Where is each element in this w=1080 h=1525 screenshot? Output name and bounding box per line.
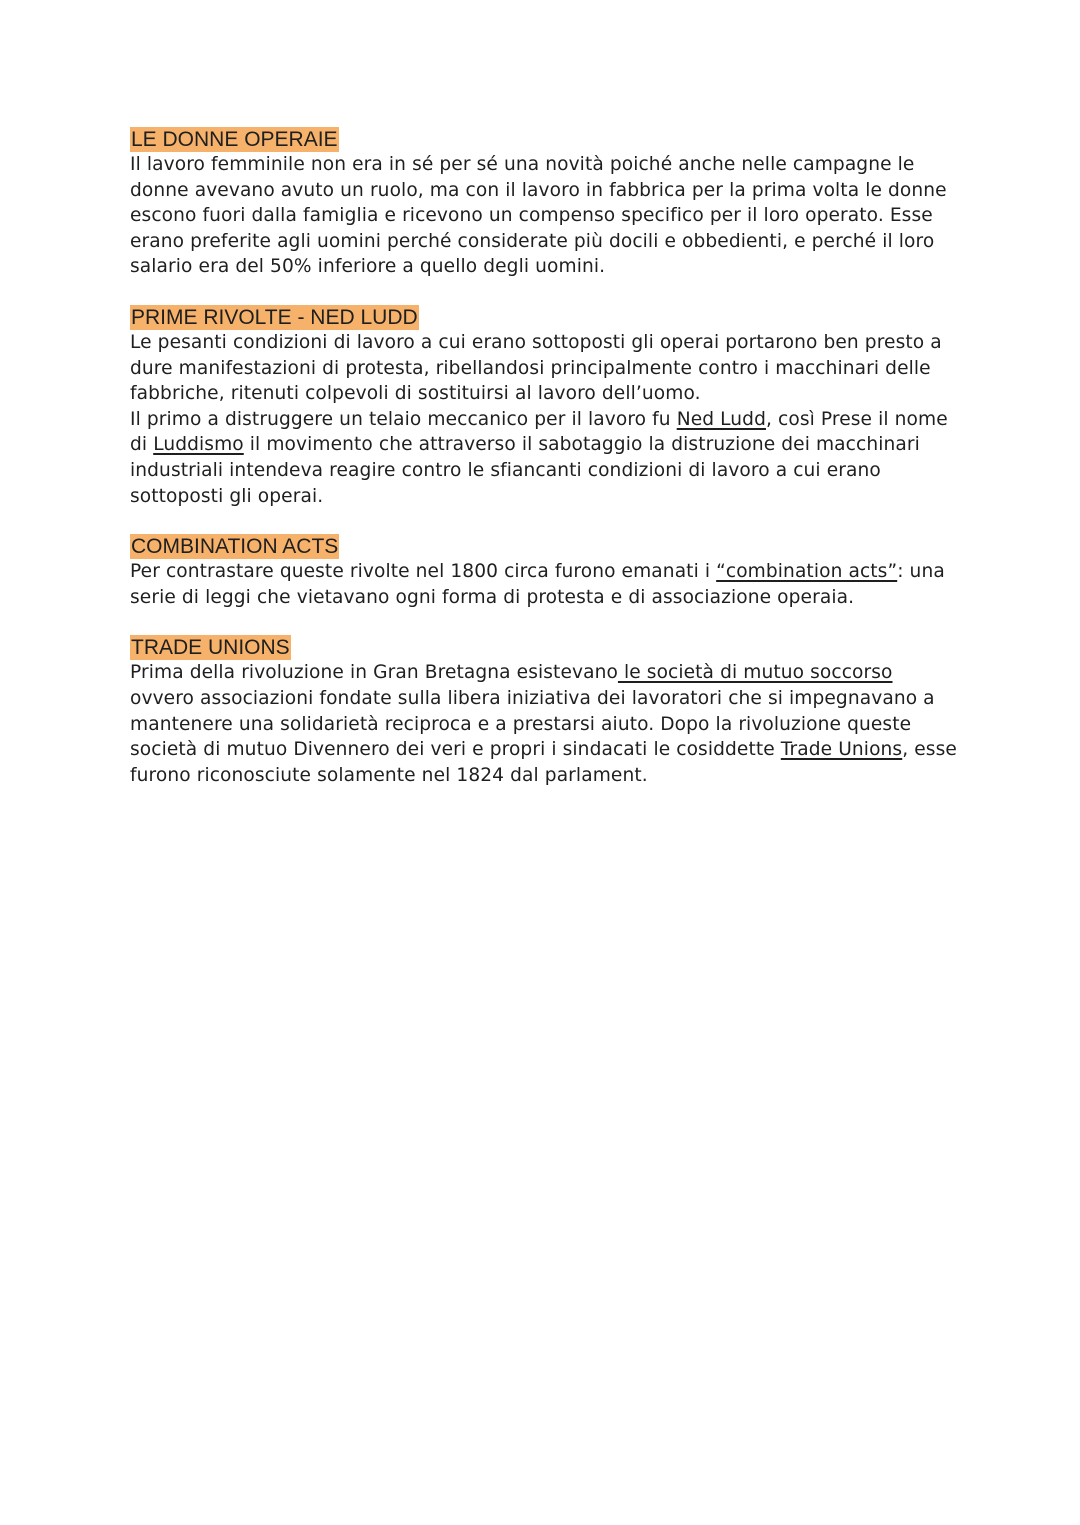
- section-combination-acts: [130, 534, 960, 610]
- text-run: il movimento che attraverso il sabotaggio la distruzione dei macchinari industriali intendeva reagire contro le sfiancanti condizioni di lavoro a cui erano sottoposti gli operai.: [130, 434, 920, 507]
- section-prime-rivolte: [130, 305, 960, 509]
- underlined-term: Luddismo: [153, 434, 244, 456]
- section-heading: TRADE UNIONS: [131, 636, 290, 660]
- text-run: Il primo a distruggere un telaio meccanico per il lavoro fu: [130, 408, 677, 430]
- paragraph: [130, 660, 960, 788]
- section-heading: COMBINATION ACTS: [131, 535, 339, 559]
- paragraph: Le pesanti condizioni di lavoro a cui erano sottoposti gli operai portarono ben presto a dure manifestazioni di protesta, ribellandosi principalmente contro i macchinari delle fabbriche, ritenuti colpevoli di sostituirsi al lavoro dell’uomo.: [130, 331, 942, 405]
- text-run: , così Prese il nome di: [130, 408, 948, 456]
- section-heading: LE DONNE OPERAIE: [131, 128, 338, 151]
- paragraph: [130, 559, 960, 610]
- underlined-term: “combination acts”: [716, 561, 898, 583]
- section-trade-unions: [130, 635, 960, 788]
- underlined-term: le società di mutuo soccorso: [617, 662, 893, 684]
- text-run: ovvero associazioni fondate sulla libera iniziativa dei lavoratori che si impegnavano a mantenere una solidarietà reciproca e a prestarsi aiuto. Dopo la rivoluzione queste società di mutuo Divennero dei veri e propri i sindacati le cosiddette: [130, 687, 935, 761]
- underlined-term: Ned Ludd: [676, 408, 766, 430]
- text-run: Prima della rivoluzione in Gran Bretagna esistevano: [130, 662, 618, 684]
- document-page: [130, 127, 960, 813]
- text-run: Per contrastare queste rivolte nel 1800 circa furono emanati i: [130, 561, 717, 583]
- section-donne-operaie: [130, 127, 960, 280]
- paragraph: Il lavoro femminile non era in sé per sé una novità poiché anche nelle campagne le donne avevano avuto un ruolo, ma con il lavoro in fabbrica per la prima volta le donne escono fuori dalla famiglia e ricevono un compenso specifico per il loro operato. Esse erano preferite agli uomini perché considerate più docili e obbedienti, e perché il loro salario era del 50% inferiore a quello degli uomini.: [130, 154, 947, 278]
- section-heading: PRIME RIVOLTE - NED LUDD: [131, 305, 418, 329]
- text-run: : una serie di leggi che vietavano ogni forma di protesta e di associazione operaia.: [130, 561, 945, 608]
- paragraph: [130, 407, 960, 509]
- text-run: , esse furono riconosciute solamente nel 1824 dal parlament.: [130, 739, 957, 786]
- underlined-term: Trade Unions: [780, 739, 903, 761]
